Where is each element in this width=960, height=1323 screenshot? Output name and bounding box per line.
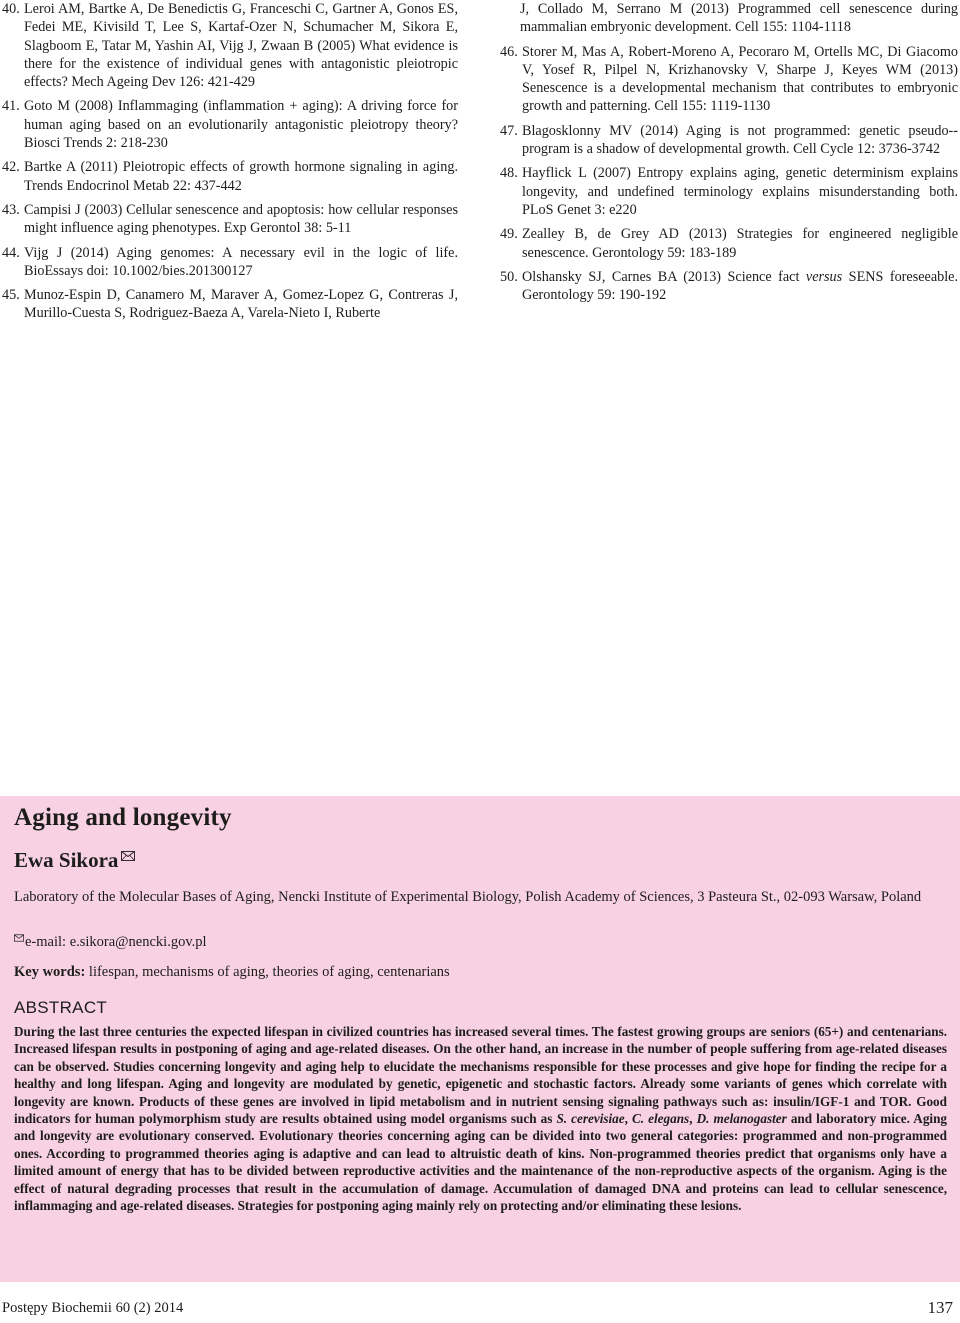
reference-number: 46.	[500, 43, 518, 60]
organism-name: S. cerevisiae	[556, 1111, 625, 1127]
reference-text: Goto M (2008) Inflammaging (inflammation + aging): A driving force for human aging based on an evolutionarily antagonistic pleiotropy theory? Biosci Trends 2: 218-230	[24, 98, 458, 152]
abstract-text-part-1: During the last three centuries the expected lifespan in civilized countries has increased several times. The fastest growing groups are seniors (65+) and centenarians. Increased lifespan results in postponing of aging and age-related diseases. On the other hand, an increase in the number of people suffering from age-related diseases can be observed. Studies concerning longevity and aging help to elucidate the mechanisms responsible for these processes and give hope for finding the recipe for a healthy and long lifespan. Aging and longevity are modulated by genetic, epigenetic and stochastic factors. Already some variants of genes which correlate with longevity are known. Products of these genes are involved in lipid metabolism and in nutrient sensing signaling pathways such as: insulin/IGF-1 and TOR. Good indicators for human polymorphism study are results obtained using model organisms such as	[14, 1024, 947, 1127]
author-affiliation: Laboratory of the Molecular Bases of Aging, Nencki Institute of Experimental Biology, Polish Academy of Sciences, 3 Pasteura St., 02-093 Warsaw, Poland	[14, 889, 922, 905]
article-title: Aging and longevity	[14, 804, 232, 831]
reference-44	[2, 244, 458, 281]
reference-number: 47.	[500, 122, 518, 139]
reference-42	[2, 158, 458, 195]
reference-number: 48.	[500, 165, 518, 182]
reference-number: 40.	[2, 1, 20, 17]
abstract-text-part-2: and laboratory mice. Aging and longevity are evolutionary conserved. Evolutionary theories concerning aging can be divided into two general categories: programmed and non-programmed ones. According to programmed theories aging is adaptive and can lead to altruistic death of kins. Non-programmed theories predict that organisms only have a limited amount of energy that has to be divided between reproductive activities and the maintenance of the non-reproductive aspects of the organism. Aging is the effect of natural degrading processes that result in the accumulation of damage. Accumulation of damaged DNA and proteins can lead to cellular senescence, inflammaging and age-related diseases. Strategies for postponing aging mainly rely on protecting and/or eliminating these lesions.	[14, 1111, 948, 1214]
separator: ,	[624, 1111, 632, 1127]
references-left-column	[2, 0, 458, 329]
reference-text: Zealley B, de Grey AD (2013) Strategies for engineered negligible senescence. Gerontology 59: 183-189	[522, 226, 958, 261]
reference-43	[2, 201, 458, 238]
footer-journal: Postępy Biochemii 60 (2) 2014	[2, 1300, 184, 1316]
reference-49	[500, 225, 958, 262]
reference-text: J, Collado M, Serrano M (2013) Programmed cell senescence during mammalian embryonic development. Cell 155: 1104-1118	[520, 1, 958, 36]
mail-icon	[14, 934, 24, 942]
reference-number: 45.	[2, 287, 20, 304]
references-right-column	[500, 0, 958, 310]
abstract-box	[0, 796, 960, 1282]
reference-text: Leroi AM, Bartke A, De Benedictis G, Franceschi C, Gartner A, Gonos ES, Fedei ME, Kivisild T, Lee S, Kartaf-Ozer N, Schumacher M, Sikora E, Slagboom E, Tatar M, Yashin AI, Vijg J, Zwaan B (2005) What evidence is there for the existence of individual genes with antagonistic pleiotropic effects? Mech Ageing Dev 126: 421-429	[24, 1, 458, 91]
keywords-text: lifespan, mechanisms of aging, theories of aging, centenarians	[85, 964, 450, 980]
reference-text	[522, 269, 958, 303]
reference-number: 49.	[500, 226, 518, 243]
reference-text: Campisi J (2003) Cellular senescence and apoptosis: how cellular responses might influence aging phenotypes. Exp Gerontol 38: 5-11	[24, 201, 458, 237]
reference-text: Blagosklonny MV (2014) Aging is not programmed: genetic pseudo--program is a shadow of developmental growth. Cell Cycle 12: 3736-3742	[522, 122, 958, 158]
reference-text: Storer M, Mas A, Robert-Moreno A, Pecoraro M, Ortells MC, Di Giacomo V, Yosef R, Pilpel N, Krizhanovsky V, Sharpe J, Keyes WM (2013) Senescence is a developmental mechanism that contributes to embryonic growth and patterning. Cell 155: 1119-1130	[522, 43, 958, 115]
reference-number: 43.	[2, 201, 20, 218]
abstract-text	[14, 1023, 947, 1214]
reference-number: 50.	[500, 268, 518, 285]
organism-name: C. elegans	[632, 1111, 690, 1127]
reference-45-continuation	[500, 0, 958, 37]
author-email	[14, 934, 207, 951]
reference-text: Bartke A (2011) Pleiotropic effects of growth hormone signaling in aging. Trends Endocrinol Metab 22: 437-442	[24, 159, 458, 194]
organism-name: D. melanogaster	[696, 1111, 787, 1127]
keywords-label: Key words:	[14, 964, 86, 980]
keywords-line	[14, 964, 450, 981]
footer-page-number: 137	[927, 1298, 953, 1317]
reference-48	[500, 164, 958, 219]
email-text: e-mail: e.sikora@nencki.gov.pl	[25, 934, 207, 950]
reference-47	[500, 122, 958, 159]
author-line	[14, 848, 135, 873]
reference-text: Hayflick L (2007) Entropy explains aging, genetic determinism explains longevity, and undefined terminology explains misunderstanding both. PLoS Genet 3: e220	[522, 165, 958, 218]
reference-number: 42.	[2, 159, 20, 176]
mail-icon	[121, 851, 135, 861]
reference-italic-word: versus	[805, 268, 843, 285]
reference-40	[2, 0, 458, 91]
reference-number: 44.	[2, 244, 20, 261]
reference-text: Vijg J (2014) Aging genomes: A necessary evil in the logic of life. BioEssays doi: 10.1002/bies.201300127	[24, 244, 458, 279]
reference-text-start: Olshansky SJ, Carnes BA (2013) Science fact	[522, 268, 806, 285]
reference-46	[500, 43, 958, 116]
reference-45	[2, 286, 458, 323]
reference-number: 41.	[2, 98, 20, 115]
abstract-heading: ABSTRACT	[14, 998, 108, 1017]
author-name: Ewa Sikora	[14, 848, 119, 872]
reference-text-end: SENS foreseeable. Gerontology 59: 190-192	[522, 268, 959, 304]
reference-text: Munoz-Espin D, Canamero M, Maraver A, Gomez-Lopez G, Contreras J, Murillo-Cuesta S, Rodriguez-Baeza A, Varela-Nieto I, Ruberte	[24, 287, 458, 322]
reference-41	[2, 97, 458, 152]
separator: ,	[689, 1111, 697, 1127]
reference-50	[500, 268, 958, 305]
